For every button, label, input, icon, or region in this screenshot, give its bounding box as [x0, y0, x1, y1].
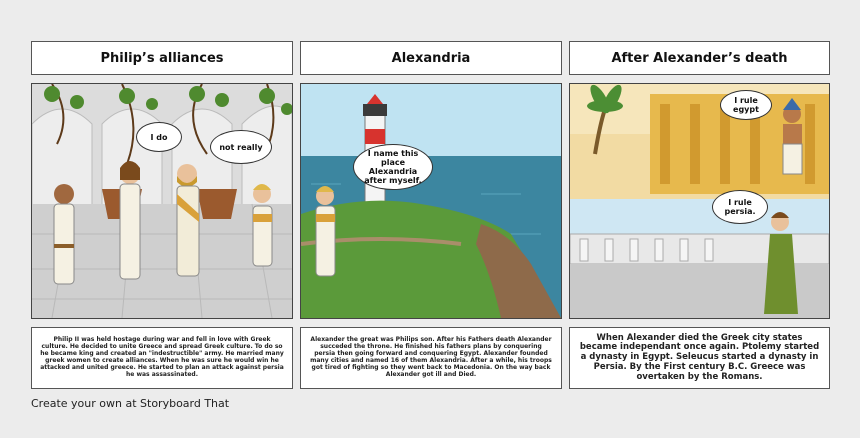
speech-bubble-alexandria: I name this place Alexandria after myself. — [353, 144, 433, 190]
panel-3-title: After Alexander’s death — [569, 41, 830, 75]
speech-bubble-i-do: I do — [136, 122, 182, 152]
panel-3-scene — [569, 83, 830, 319]
panel-2-caption: Alexander the great was Philips son. After his Fathers death Alexander succeded the throne. He finished his fathers plans by conquering persia then going forward and conquering Egypt. Alexander founded many cities and named 16 of them Alexandria. After a while, his troops got tired of fighting so they went back to Macedonia. On the way back Alexander got ill and Died. — [300, 327, 562, 389]
panel-1-caption: Philip II was held hostage during war and fell in love with Greek culture. He decided to unite Greece and spread Greek culture. To do so he became king and created an "indestructible" army. He married many greek women to create alliances. When he was sure he would win he attacked and united greece. He started to plan an attack against persia he was assassinated. — [31, 327, 293, 389]
speech-bubble-not-really: not really — [210, 130, 272, 164]
panel-3-caption: When Alexander died the Greek city states became independant once again. Ptolemy started a dynasty in Egypt. Seleucus started a dynasty in Persia. By the First century B.C. Greece was overtaken by the Romans. — [569, 327, 830, 389]
footer-link[interactable]: Create your own at Storyboard That — [31, 397, 230, 410]
panel-2-scene — [300, 83, 562, 319]
panel-2-title: Alexandria — [300, 41, 562, 75]
speech-bubble-rule-persia: I rule persia. — [712, 190, 768, 224]
panel-1-title: Philip’s alliances — [31, 41, 293, 75]
panel-1-scene — [31, 83, 293, 319]
speech-bubble-rule-egypt: I rule egypt — [720, 90, 772, 120]
